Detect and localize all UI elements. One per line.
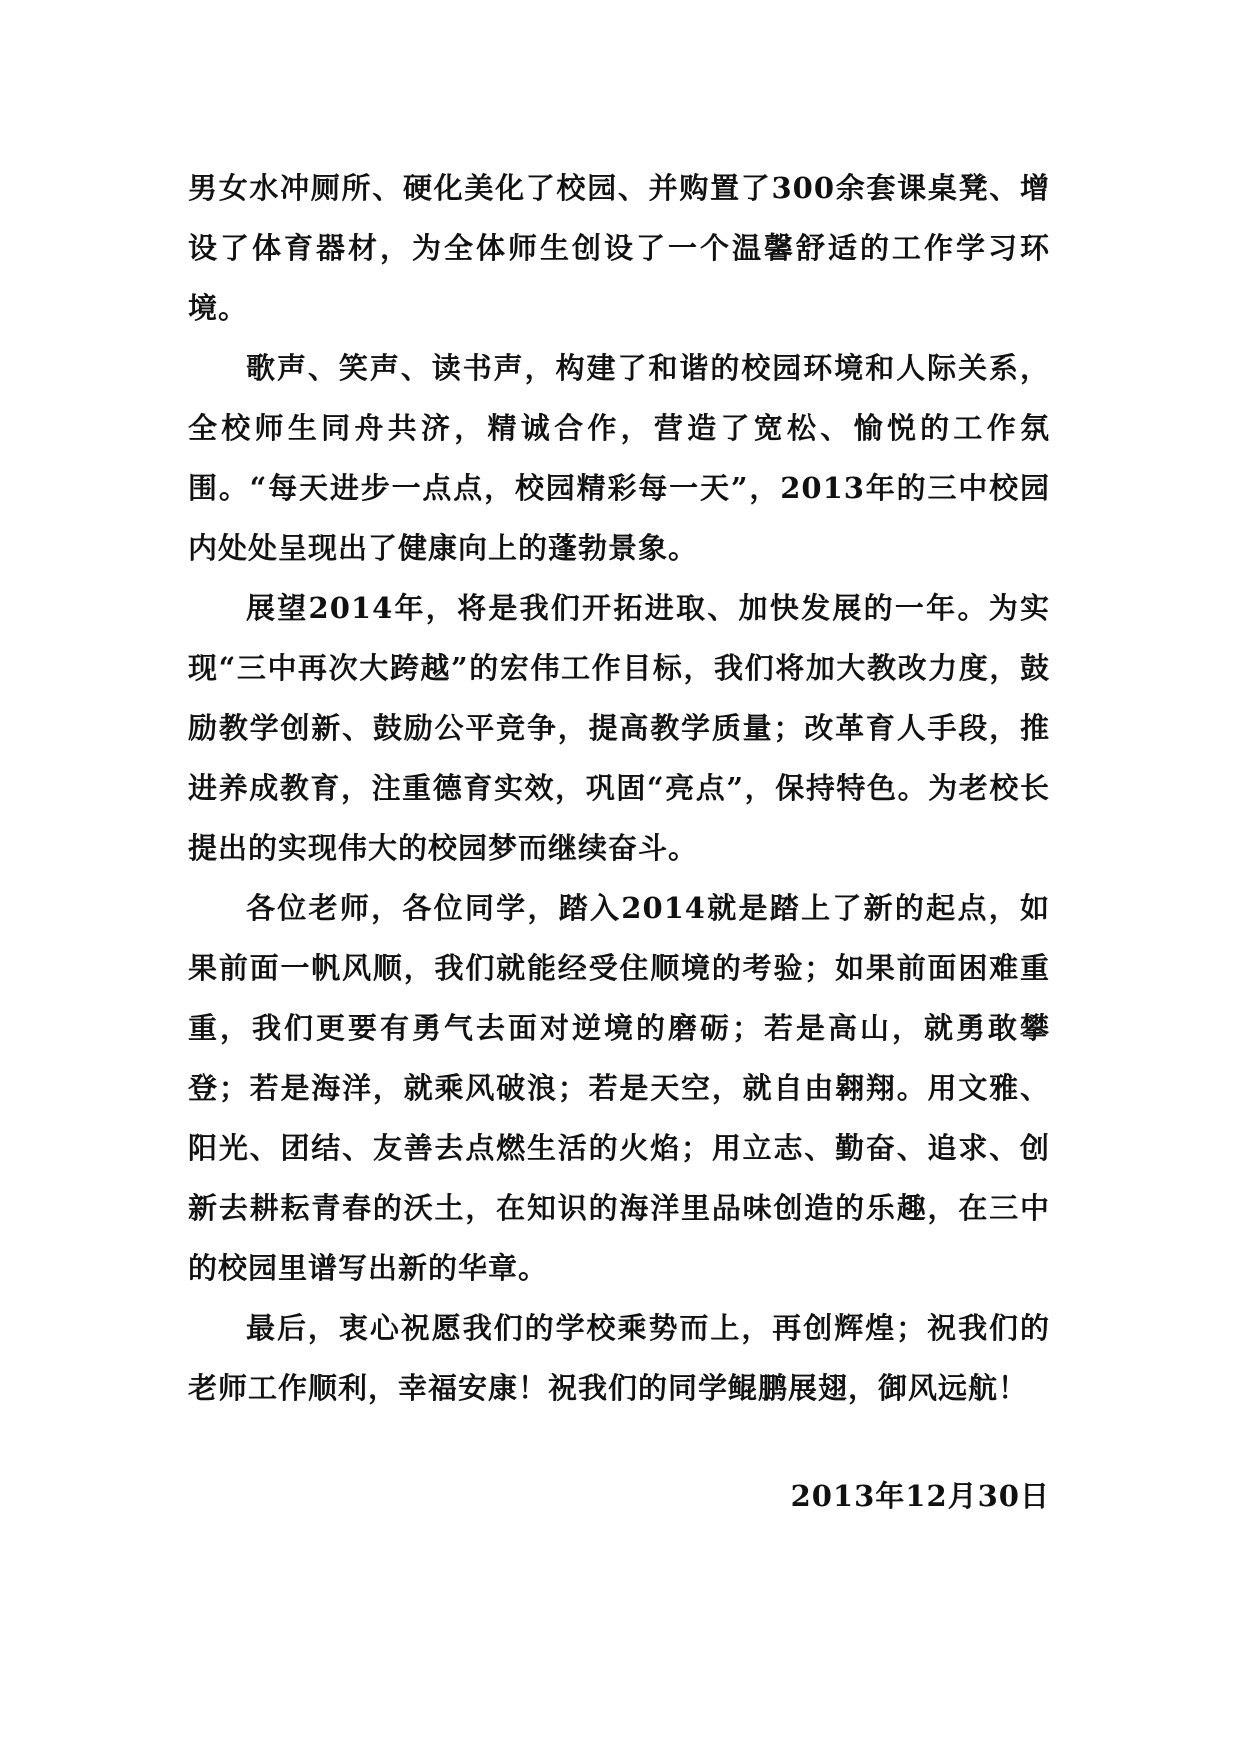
paragraph-outlook-2014: 展望2014年，将是我们开拓进取、加快发展的一年。为实现“三中再次大跨越”的宏伟工作目标，我们将加大教改力度，鼓励教学创新、鼓励公平竞争，提高教学质量；改革育人手段，推进养成教育，注重德育实效，巩固“亮点”，保持特色。为老校长提出的实现伟大的校园梦而继续奋斗。 (188, 591, 1050, 865)
document-body (188, 158, 1050, 1418)
paragraph-closing-wishes: 最后，衷心祝愿我们的学校乘势而上，再创辉煌；祝我们的老师工作顺利，幸福安康！祝我们的同学鲲鹏展翅，御风远航！ (188, 1311, 1050, 1405)
paragraph-continued: 男女水冲厕所、硬化美化了校园、并购置了300余套课桌凳、增设了体育器材，为全体师生创设了一个温馨舒适的工作学习环境。 (188, 171, 1050, 325)
paragraph-new-start: 各位老师，各位同学，踏入2014就是踏上了新的起点，如果前面一帆风顺，我们就能经受住顺境的考验；如果前面困难重重，我们更要有勇气去面对逆境的磨砺；若是高山，就勇敢攀登；若是海洋，就乘风破浪；若是天空，就自由翱翔。用文雅、阳光、团结、友善去点燃生活的火焰；用立志、勤奋、追求、创新去耕耘青春的沃土，在知识的海洋里品味创造的乐趣，在三中的校园里谱写出新的华章。 (188, 891, 1050, 1285)
paragraph-campus-harmony: 歌声、笑声、读书声，构建了和谐的校园环境和人际关系，全校师生同舟共济，精诚合作，营造了宽松、愉悦的工作氛围。“每天进步一点点，校园精彩每一天”，2013年的三中校园内处处呈现出了健康向上的蓬勃景象。 (188, 351, 1050, 565)
document-date: 2013年12月30日 (790, 1479, 1050, 1513)
